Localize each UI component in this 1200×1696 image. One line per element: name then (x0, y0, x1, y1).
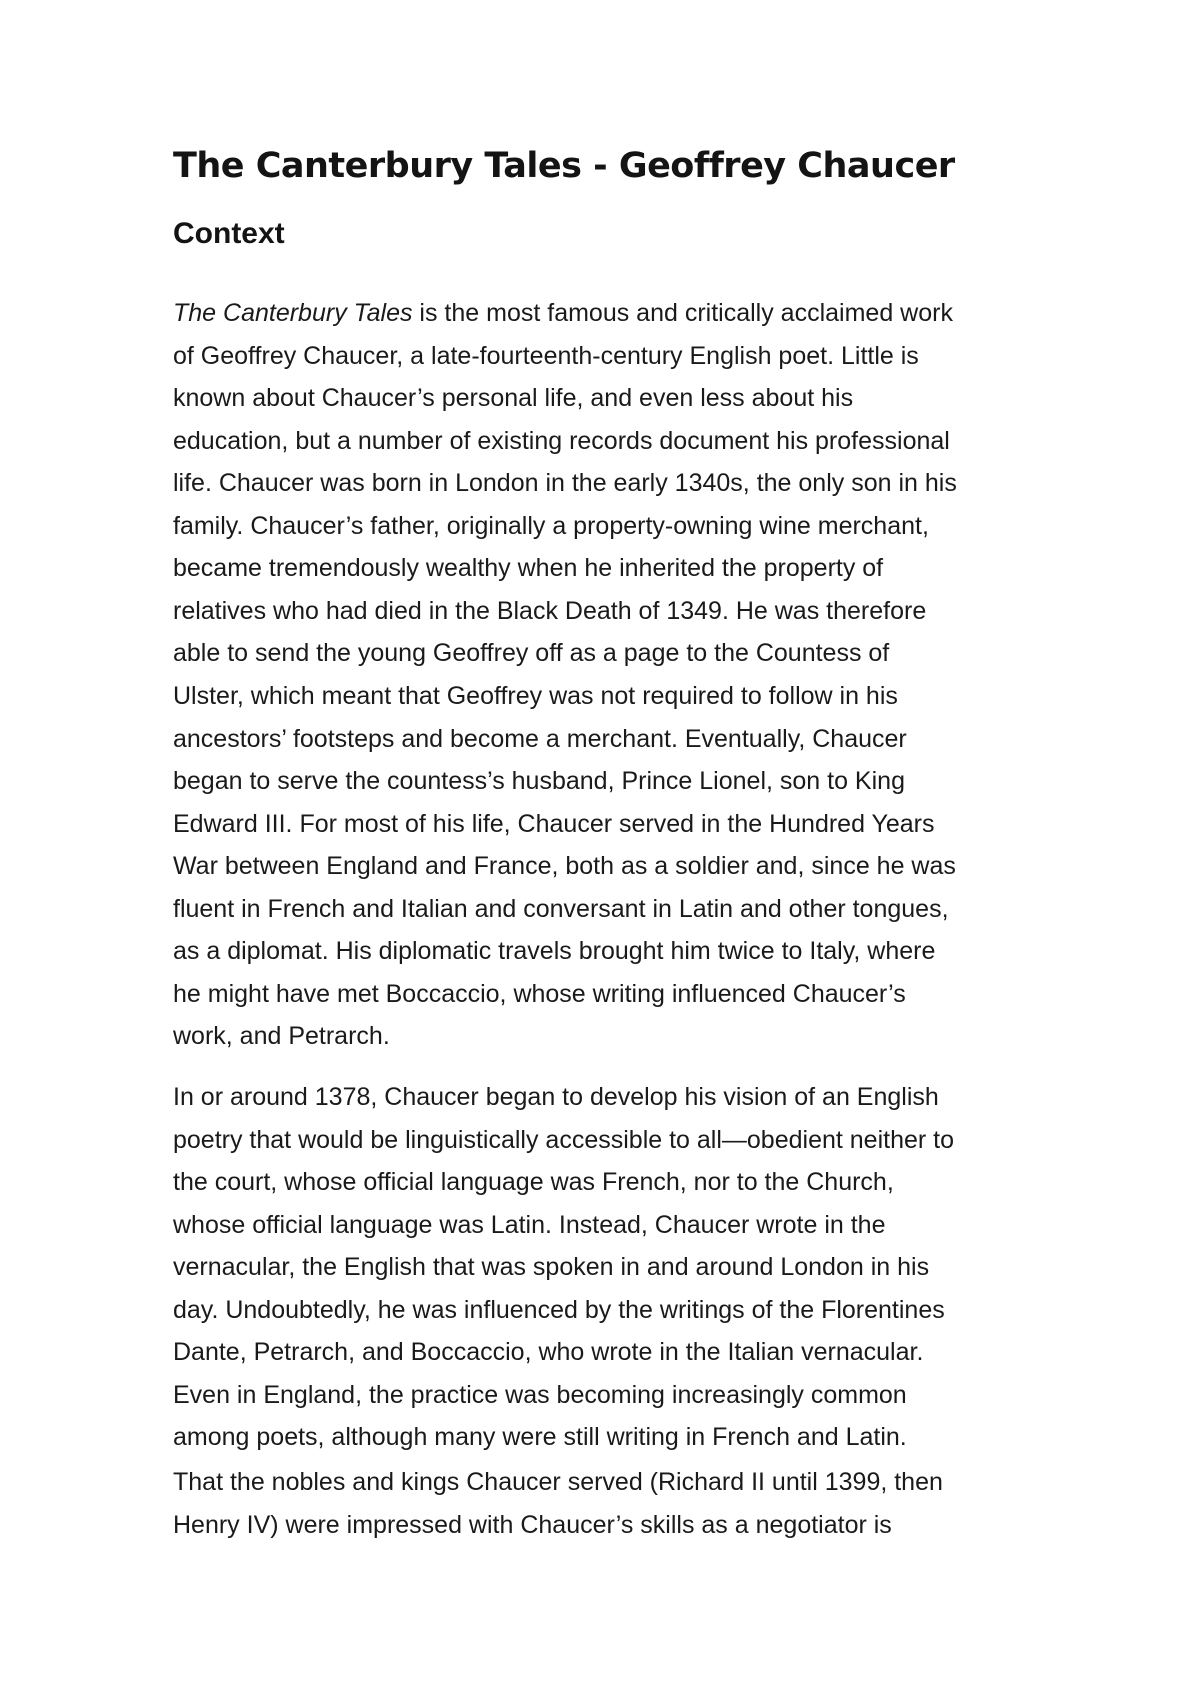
body-line (173, 1251, 929, 1283)
body-line-text: Henry IV) were impressed with Chaucer’s skills as a negotiator is (173, 1510, 892, 1539)
body-line (173, 978, 906, 1010)
document-title: The Canterbury Tales - Geoffrey Chaucer (173, 146, 955, 186)
body-line (173, 510, 929, 542)
body-line (173, 1421, 907, 1453)
body-line (173, 1509, 892, 1541)
body-line (173, 297, 953, 329)
body-line (173, 850, 956, 882)
body-line-text: became tremendously wealthy when he inherited the property of (173, 554, 884, 583)
body-line (173, 1294, 945, 1326)
body-line (173, 1020, 390, 1052)
body-line-text: War between England and France, both as a soldier and, since he was (173, 852, 956, 881)
body-line-text: Ulster, which meant that Geoffrey was not required to follow in his (173, 681, 898, 710)
body-line (173, 680, 898, 712)
body-line-text: family. Chaucer’s father, originally a property-owning wine merchant, (173, 511, 929, 540)
body-line-text: among poets, although many were still writing in French and Latin. (173, 1423, 907, 1452)
body-line-text: Even in England, the practice was becoming increasingly common (173, 1380, 907, 1409)
body-line (173, 808, 935, 840)
body-line (173, 1466, 943, 1498)
body-line-text: ancestors’ footsteps and become a merchant. Eventually, Chaucer (173, 724, 907, 753)
body-line (173, 382, 853, 414)
body-line-text: relatives who had died in the Black Death of 1349. He was therefore (173, 596, 927, 625)
body-line-text: Edward III. For most of his life, Chaucer served in the Hundred Years (173, 809, 935, 838)
body-line-text: as a diplomat. His diplomatic travels brought him twice to Italy, where (173, 937, 936, 966)
body-line (173, 425, 950, 457)
body-line-text: is the most famous and critically acclaimed work (412, 299, 953, 327)
work-title-italic: The Canterbury Tales (173, 299, 413, 327)
body-line-text: Dante, Petrarch, and Boccaccio, who wrote in the Italian vernacular. (173, 1338, 924, 1367)
body-line-text: fluent in French and Italian and conversant in Latin and other tongues, (173, 894, 949, 923)
body-line (173, 340, 919, 372)
body-line-text: began to serve the countess’s husband, Prince Lionel, son to King (173, 767, 905, 796)
body-line (173, 935, 935, 967)
body-line-text: he might have met Boccaccio, whose writing influenced Chaucer’s (173, 979, 906, 1008)
body-line-text: day. Undoubtedly, he was influenced by the writings of the Florentines (173, 1295, 945, 1324)
body-line-text: the court, whose official language was French, nor to the Church, (173, 1168, 894, 1197)
section-heading: Context (173, 217, 285, 250)
body-line-text: vernacular, the English that was spoken in and around London in his (173, 1253, 930, 1282)
body-line-text: able to send the young Geoffrey off as a page to the Countess of (173, 639, 890, 668)
body-line (173, 893, 949, 925)
body-line-text: That the nobles and kings Chaucer served (Richard II until 1399, then (173, 1468, 943, 1496)
body-line-text: education, but a number of existing records document his professional (173, 426, 950, 455)
body-line (173, 1124, 954, 1156)
body-line (173, 1336, 923, 1368)
body-line-text: life. Chaucer was born in London in the early 1340s, the only son in his (173, 469, 957, 498)
body-line (173, 552, 883, 584)
body-line (173, 1166, 894, 1198)
body-line (173, 467, 957, 499)
body-line-text: known about Chaucer’s personal life, and even less about his (173, 384, 854, 413)
body-line-text: whose official language was Latin. Instead, Chaucer wrote in the (173, 1210, 886, 1239)
body-line (173, 595, 926, 627)
body-line (173, 637, 889, 669)
body-line (173, 765, 905, 797)
body-line (173, 1379, 907, 1411)
body-line-text: of Geoffrey Chaucer, a late-fourteenth-century English poet. Little is (173, 341, 919, 370)
body-line-text: poetry that would be linguistically accessible to all—obedient neither to (173, 1125, 955, 1154)
body-line (173, 1081, 939, 1113)
body-line (173, 1209, 885, 1241)
body-line (173, 723, 907, 755)
body-line-text: work, and Petrarch. (173, 1022, 390, 1051)
body-line-text: In or around 1378, Chaucer began to develop his vision of an English (173, 1083, 939, 1111)
